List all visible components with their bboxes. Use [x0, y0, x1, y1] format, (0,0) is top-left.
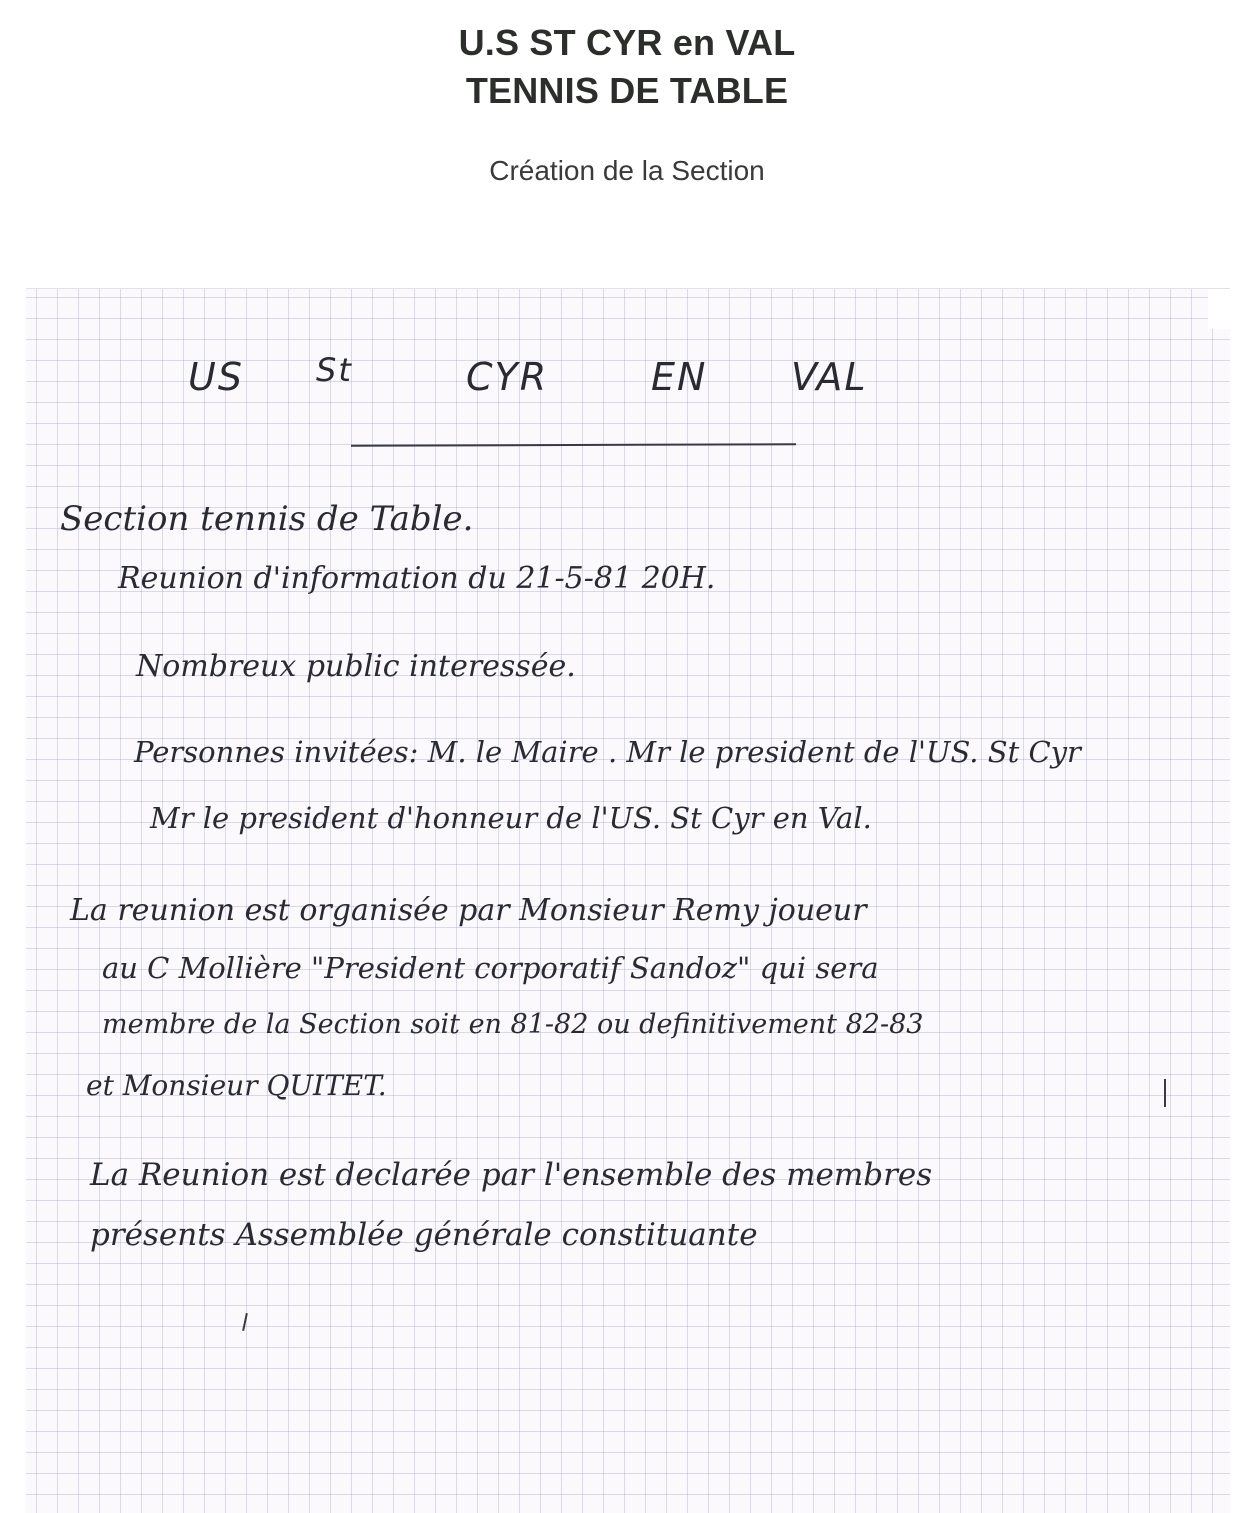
note-line: et Monsieur QUITET.: [86, 1069, 387, 1102]
note-line: Mr le president d'honneur de l'US. St Cyr en Val.: [150, 801, 872, 835]
note-line: au C Mollière "President corporatif Sandoz" qui sera: [102, 951, 879, 985]
club-title: U.S ST CYR en VAL: [458, 22, 796, 63]
note-title-word: VAL: [791, 355, 868, 399]
title-underline: [351, 443, 796, 447]
note-title-word: CYR: [466, 355, 549, 399]
note-line: Personnes invitées: M. le Maire . Mr le president de l'US. St Cyr: [134, 735, 1081, 769]
stray-pen-mark: [1164, 1079, 1166, 1107]
page-subtitle: Création de la Section: [489, 155, 765, 186]
note-line: La reunion est organisée par Monsieur Remy joueur: [70, 893, 867, 928]
stray-pen-mark: [242, 1313, 248, 1331]
note-line: Reunion d'information du 21-5-81 20H.: [118, 561, 716, 596]
note-line: membre de la Section soit en 81-82 ou definitivement 82-83: [102, 1009, 924, 1040]
graph-paper-sheet: [26, 288, 1230, 1513]
sheet-torn-corner: [1208, 289, 1230, 329]
note-title-word: EN: [651, 355, 708, 399]
note-title-word: US: [188, 355, 244, 399]
note-line: présents Assemblée générale constituante: [90, 1217, 758, 1253]
note-line: La Reunion est declarée par l'ensemble des membres: [90, 1157, 933, 1193]
note-line: Nombreux public interessée.: [136, 649, 576, 684]
note-line: Section tennis de Table.: [60, 499, 474, 539]
note-title-word: St: [316, 351, 353, 389]
section-title: TENNIS DE TABLE: [465, 70, 789, 111]
